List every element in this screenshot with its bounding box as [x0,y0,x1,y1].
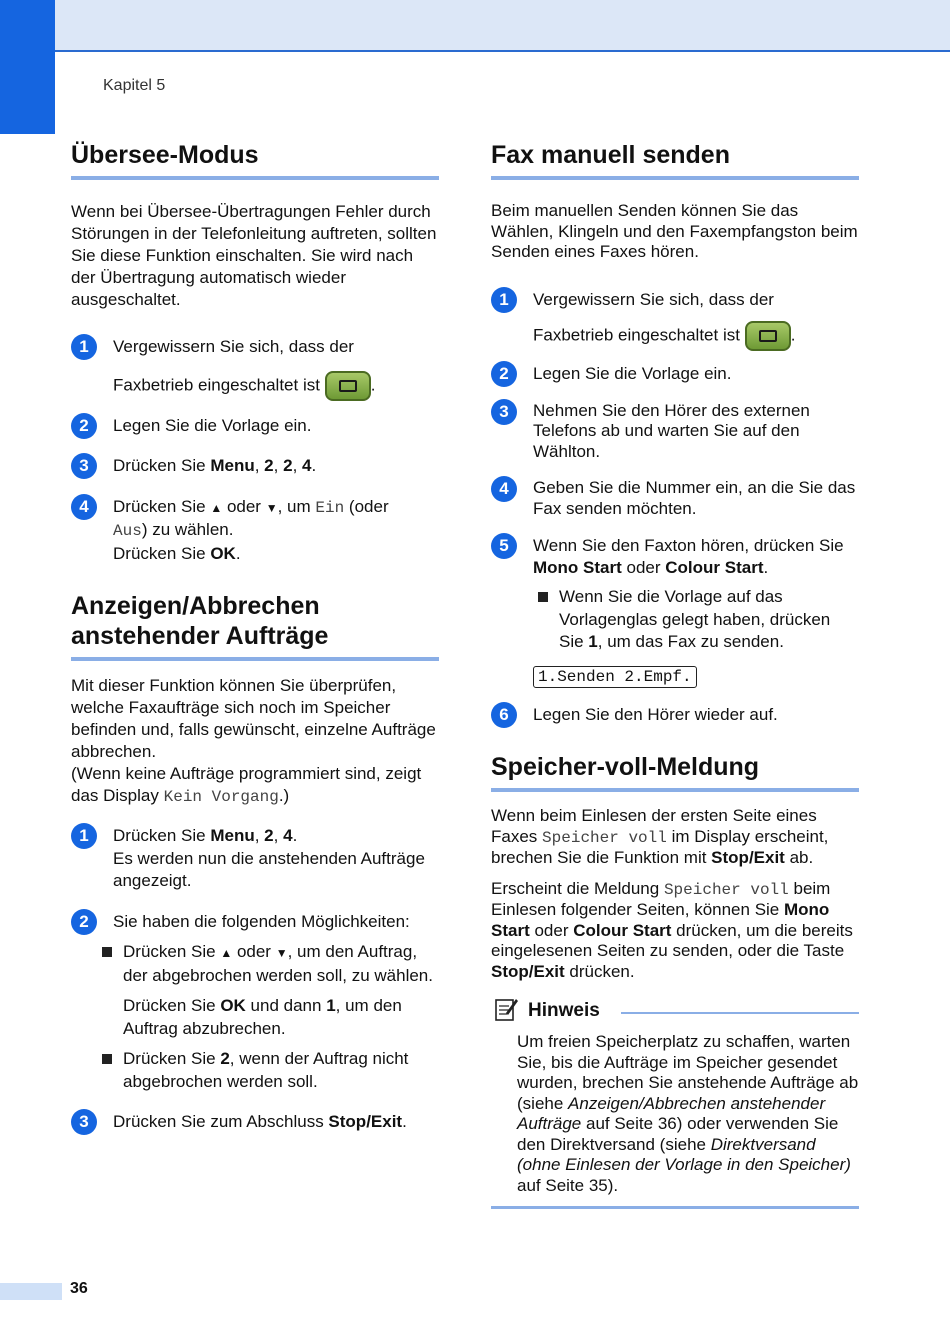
page-number: 36 [70,1280,88,1297]
step-number-1: 1 [71,823,97,849]
section-title-speicher: Speicher-voll-Meldung [491,752,859,792]
fax-step-1: 1 Vergewissern Sie sich, dass der Faxbetrieb eingeschaltet ist . [491,289,859,352]
bullet-square-icon [102,947,112,957]
left-column [71,140,439,1134]
fax-step-4: 4 Geben Sie die Nummer ein, an die Sie das Fax senden möchten. [491,478,859,519]
fax-step-3: 3 Nehmen Sie den Hörer des externen Telefons ab und warten Sie auf den Wählton. [491,401,859,463]
step-number-2: 2 [491,361,517,387]
section-title-anzeigen: Anzeigen/Abbrechen anstehender Aufträge [71,591,439,661]
link-anzeigen-abbrechen[interactable]: Anzeigen/Abbrechen anstehender Aufträge [517,1093,826,1133]
note-header-rule [621,1012,859,1014]
step-number-2: 2 [71,413,97,439]
fax-step-2: 2 Legen Sie die Vorlage ein. [491,363,859,386]
note-body: Um freien Speicherplatz zu schaffen, warten Sie, bis die Aufträge im Speicher gesendet wurden, brechen Sie anstehende Aufträge ab (siehe Anzeigen/Abbrechen anstehender Aufträge auf Seite 36) oder verwenden Sie den Direktversand (siehe Direktversand (ohne Einlesen der Vorlage in den Speicher) auf Seite 35). [517,1032,859,1195]
up-arrow-icon: ▲ [210,500,223,515]
uebersee-step-4: 4 Drücken Sie ▲ oder ▼, um Ein (oder Aus) zu wählen. Drücken Sie OK. [71,496,439,566]
step-number-4: 4 [491,476,517,502]
chapter-tab [0,0,55,134]
step-number-5: 5 [491,533,517,559]
uebersee-intro: Wenn bei Übersee-Übertragungen Fehler durch Störungen in der Telefonleitung auftreten, sollten Sie diese Funktion einschalten. Sie wird nach der Übertragung automatisch wieder ausgeschaltet. [71,202,437,309]
note-title: Hinweis [528,1000,600,1021]
bullet-square-icon [102,1054,112,1064]
fax-manuell-intro: Beim manuellen Senden können Sie das Wählen, Klingeln und den Faxempfangston beim Senden eines Faxes hören. [491,201,858,261]
step-number-6: 6 [491,702,517,728]
link-direktversand[interactable]: Direktversand (ohne Einlesen der Vorlage in den Speicher) [517,1134,851,1174]
fax-step-5: 5 Wenn Sie den Faxton hören, drücken Sie Mono Start oder Colour Start. Wenn Sie die Vorlage auf das Vorlagenglas gelegt haben, drücken Sie 1, um das Fax zu senden. [491,535,859,654]
chapter-label: Kapitel 5 [103,77,166,94]
fax-mode-button-icon [745,321,791,351]
page-number-bar [0,1283,62,1300]
note-header [491,1000,859,1026]
anzeigen-step-3: 3 Drücken Sie zum Abschluss Stop/Exit. [71,1111,439,1134]
step-number-1: 1 [491,287,517,313]
platen-glass-note: Wenn Sie die Vorlage auf das Vorlagenglas gelegt haben, drücken Sie 1, um das Fax zu senden. [533,586,859,654]
lcd-text: 1.Senden 2.Empf. [533,666,697,688]
header-bar [0,0,950,52]
anzeigen-step-2: 2 Sie haben die folgenden Möglichkeiten: Drücken Sie ▲ oder ▼, um den Auftrag, der abgebrochen werden soll, zu wählen. Drücken Sie OK und dann 1, um den Auftrag abzubrechen. Drücken Sie 2, wenn der Auftrag nicht abgebrochen werden soll. [71,911,439,1094]
bullet-square-icon [538,592,548,602]
anzeigen-intro-2: (Wenn keine Aufträge programmiert sind, zeigt das Display Kein Vorgang.) [71,764,422,806]
uebersee-step-2: 2 Legen Sie die Vorlage ein. [71,415,439,438]
right-column [491,140,859,1209]
up-arrow-icon: ▲ [220,946,233,960]
step-number-1: 1 [71,334,97,360]
speicher-para-1: Wenn beim Einlesen der ersten Seite eines Faxes Speicher voll im Display erscheint, brechen Sie die Funktion mit Stop/Exit ab. [491,806,829,867]
lcd-display [491,666,859,688]
down-arrow-icon: ▼ [265,500,278,515]
uebersee-step-3: 3 Drücken Sie Menu, 2, 2, 4. [71,455,439,478]
option-keep-job: Drücken Sie 2, wenn der Auftrag nicht abgebrochen werden soll. [97,1048,439,1093]
speicher-para-2: Erscheint die Meldung Speicher voll beim Einlesen folgender Seiten, können Sie Mono Start oder Colour Start drücken, um die bereits eingelesenen Seiten zu senden, oder die Taste Stop/Exit drücken. [491,878,853,981]
fax-mode-button-icon [325,371,371,401]
step-number-3: 3 [71,1109,97,1135]
option-select-job: Drücken Sie ▲ oder ▼, um den Auftrag, der abgebrochen werden soll, zu wählen. Drücken Sie OK und dann 1, um den Auftrag abzubrechen. [97,941,439,1040]
fax-step-6: 6 Legen Sie den Hörer wieder auf. [491,704,859,727]
section-title-uebersee: Übersee-Modus [71,140,439,180]
step-number-4: 4 [71,494,97,520]
note-end-rule [491,1206,859,1209]
note-pencil-icon [495,996,519,1022]
uebersee-step-1: 1 Vergewissern Sie sich, dass der Faxbetrieb eingeschaltet ist . [71,336,439,401]
step-number-2: 2 [71,909,97,935]
anzeigen-intro: Mit dieser Funktion können Sie überprüfen, welche Faxaufträge sich noch im Speicher befinden und, falls gewünscht, einzelne Aufträge abbrechen. [71,676,436,761]
down-arrow-icon: ▼ [275,946,288,960]
step-number-3: 3 [491,399,517,425]
section-title-fax-manuell: Fax manuell senden [491,140,859,180]
anzeigen-step-1: 1 Drücken Sie Menu, 2, 4. Es werden nun die anstehenden Aufträge angezeigt. [71,825,439,893]
step-number-3: 3 [71,453,97,479]
